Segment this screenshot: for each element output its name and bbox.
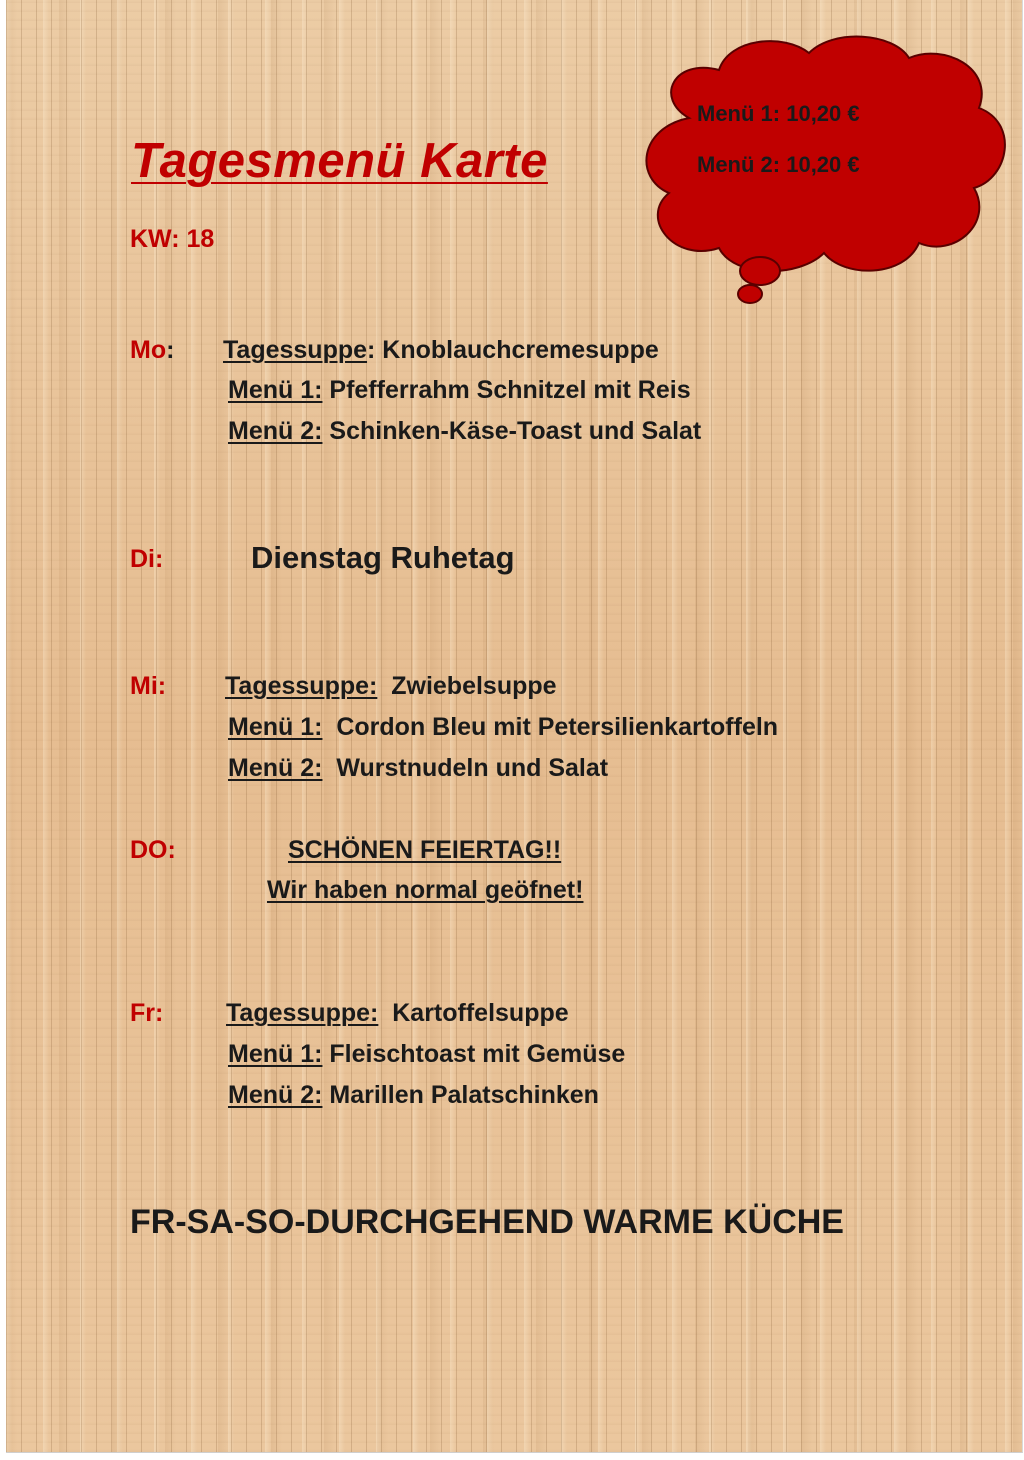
opening-hours-note: FR-SA-SO-DURCHGEHEND WARME KÜCHE xyxy=(130,1203,844,1241)
price-menu1: Menü 1: 10,20 € xyxy=(697,101,860,126)
fr-menu2: Menü 2: Marillen Palatschinken xyxy=(228,1081,599,1109)
di-closed-note: Dienstag Ruhetag xyxy=(251,540,515,575)
price-menu2: Menü 2: 10,20 € xyxy=(697,152,860,177)
day-label-di: Di: xyxy=(130,545,164,573)
mi-soup: Tagessuppe: Zwiebelsuppe xyxy=(225,672,557,700)
do-holiday-note: SCHÖNEN FEIERTAG!! xyxy=(288,836,562,864)
mo-menu2: Menü 2: Schinken-Käse-Toast und Salat xyxy=(228,417,702,445)
mi-menu1: Menü 1: Cordon Bleu mit Petersilienkartoffeln xyxy=(228,713,779,741)
day-label-do: DO: xyxy=(130,836,176,864)
menu-page xyxy=(6,0,1023,1453)
day-label-mi: Mi: xyxy=(130,672,167,700)
mi-menu2: Menü 2: Wurstnudeln und Salat xyxy=(228,754,609,782)
day-label-fr: Fr: xyxy=(130,999,164,1027)
mo-menu1: Menü 1: Pfefferrahm Schnitzel mit Reis xyxy=(228,376,691,404)
mo-soup: Tagessuppe: Knoblauchcremesuppe xyxy=(223,336,659,364)
page-title: Tagesmenü Karte xyxy=(131,134,548,188)
do-open-note: Wir haben normal geöfnet! xyxy=(267,876,584,904)
fr-soup: Tagessuppe: Kartoffelsuppe xyxy=(226,999,569,1027)
fr-menu1: Menü 1: Fleischtoast mit Gemüse xyxy=(228,1040,626,1068)
week-number: KW: 18 xyxy=(130,225,215,253)
day-label-mo: Mo: xyxy=(130,336,175,364)
